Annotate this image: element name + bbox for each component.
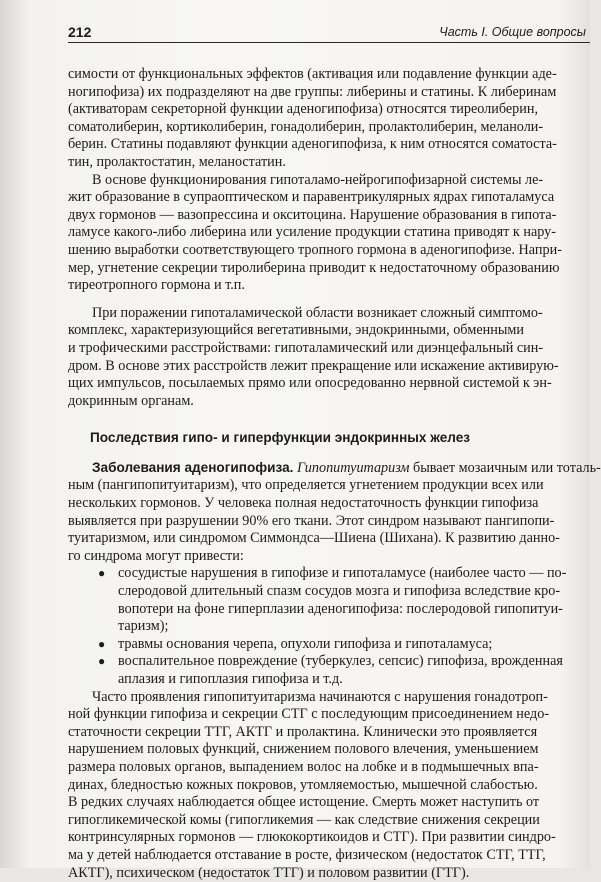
running-head: Часть I. Общие вопросы bbox=[439, 25, 586, 39]
text-line: тиреотропного гормона и т.п. bbox=[68, 277, 245, 294]
text-line: контринсулярных гормонов — глюкокортикоидов и СТГ). При развитии синдро- bbox=[68, 829, 556, 846]
text-line: В редких случаях наблюдается общее истощение. Смерть может наступить от bbox=[68, 794, 540, 811]
text-line: воспалительное повреждение (туберкулез, сепсис) гипофиза, врожденная bbox=[118, 653, 563, 670]
text-line: двух гормонов — вазопрессина и окситоцина. Нарушение образования в гипота- bbox=[68, 206, 557, 223]
text-line: статочности секреции ТТГ, АКТГ и пролактина. Клинически это проявляется bbox=[68, 723, 538, 740]
page-number: 212 bbox=[68, 24, 92, 40]
text-line: бывает мозаичным или тоталь- bbox=[409, 459, 601, 476]
term-italic: Гипопитуитаризм bbox=[296, 459, 410, 476]
text-line: При поражении гипоталамической области возникает сложный симптомо- bbox=[92, 304, 543, 321]
text-line: слеродовой длительный спазм сосудов мозга и гипофиза вследствие кро- bbox=[118, 583, 561, 600]
text-line: ма у детей наблюдается отставание в росте, физическом (недостаток СТГ, ТТГ, bbox=[68, 846, 546, 863]
text-line: динах, бледностью кожных покровов, утомляемостью, мышечной слабостью. bbox=[68, 776, 538, 793]
list-item bbox=[68, 565, 598, 635]
text-line: выявляется при разрушении 90% его ткани. Этот синдром называют пангипопи- bbox=[68, 512, 555, 529]
text-line: дром. В основе этих расстройств лежит прекращение или искажение активирую- bbox=[68, 357, 559, 374]
page-body bbox=[68, 66, 601, 882]
bullet-icon: ● bbox=[98, 636, 106, 651]
paragraph-1 bbox=[68, 66, 598, 172]
text-line: нескольких гормонов. У человека полная недостаточность функции гипофиза bbox=[68, 495, 539, 512]
text-line: берин. Статины подавляют функции аденогипофиза, к ним относятся соматоста- bbox=[68, 136, 557, 153]
subheading: Заболевания аденогипофиза. bbox=[92, 459, 294, 475]
text-line: щих импульсов, посылаемых прямо или опосредованно нервной системой к эн- bbox=[68, 375, 552, 392]
section-heading: Последствия гипо- и гиперфункции эндокринных желез bbox=[90, 430, 471, 446]
text-line: вопотери на фоне гиперплазии аденогипофиза: послеродовой гипопитуи- bbox=[118, 600, 563, 617]
text-line: (активаторам секреторной функции аденогипофиза) относятся тиреолиберин, bbox=[68, 101, 538, 118]
paragraph-4 bbox=[68, 459, 601, 566]
bullet-list bbox=[68, 565, 598, 688]
text-line: соматолиберин, кортиколиберин, гонадолиберин, пролактолиберин, меланоли- bbox=[68, 118, 544, 135]
text-line: АКТГ), психическом (недостаток ТТГ) и половом развитии (ГТГ). bbox=[68, 864, 470, 881]
paragraph-3 bbox=[68, 305, 598, 411]
text-line: жит образование в супраоптическом и паравентрикулярных ядрах гипоталамуса bbox=[68, 189, 555, 206]
text-line: аплазия и гипоплазия гипофиза и т.д. bbox=[118, 671, 343, 687]
text-line: туитаризмом, или синдромом Симмондса—Шиена (Шихана). К развитию данно- bbox=[68, 530, 560, 547]
text-line: комплекс, характеризующийся вегетативными, эндокринными, обменными bbox=[68, 322, 524, 339]
text-line: тин, пролактостатин, меланостатин. bbox=[68, 153, 286, 170]
text-line: гипогликемической комы (гипогликемия — как следствие снижения секреции bbox=[68, 811, 540, 828]
list-item bbox=[68, 636, 598, 654]
text-line: нарушением половых функций, снижением полового влечения, уменьшением bbox=[68, 741, 539, 758]
text-line: размера половых органов, выпадением волос на лобке и в подмышечных впа- bbox=[68, 758, 539, 775]
text-line: и трофическими расстройствами: гипоталамический или диэнцефальный син- bbox=[68, 339, 544, 356]
text-line: ной функции гипофиза и секреции СТГ с последующим присоединением недо- bbox=[68, 706, 550, 723]
paragraph-5 bbox=[68, 689, 598, 882]
text-line: мер, угнетение секреции тиролиберина приводит к недостаточному образованию bbox=[68, 259, 560, 276]
bullet-icon: ● bbox=[98, 566, 106, 581]
text-line: ногипофиза) их подразделяют на две группы: либерины и статины. К либеринам bbox=[68, 83, 557, 100]
text-line: травмы основания черепа, опухоли гипофиза и гипоталамуса; bbox=[118, 635, 493, 652]
text-line: шению выработки соответствующего тропного гормона в аденогипофизе. Напри- bbox=[68, 241, 562, 258]
text-line: ным (пангипопитуитаризм), что определяется угнетением продукции всех или bbox=[68, 477, 544, 494]
text-line: Часто проявления гипопитуитаризма начинаются с нарушения гонадотроп- bbox=[92, 688, 548, 705]
text-line: докринным органам. bbox=[68, 392, 194, 409]
text-line: симости от функциональных эффектов (активация или подавление функции аде- bbox=[68, 66, 557, 82]
text-line: таризм); bbox=[118, 618, 169, 635]
list-item bbox=[68, 653, 598, 688]
bullet-icon: ● bbox=[98, 654, 106, 669]
text-line: ламусе какого-либо либерина или усиление продукции статина приводят к нару- bbox=[68, 224, 556, 241]
text-line: В основе функционирования гипоталамо-нейрогипофизарной системы ле- bbox=[92, 171, 544, 188]
page-header bbox=[68, 20, 590, 43]
paragraph-2 bbox=[68, 172, 598, 295]
text-line: го синдрома могут привести: bbox=[68, 547, 244, 564]
text-line: сосудистые нарушения в гипофизе и гипоталамусе (наиболее часто — по- bbox=[118, 565, 567, 582]
